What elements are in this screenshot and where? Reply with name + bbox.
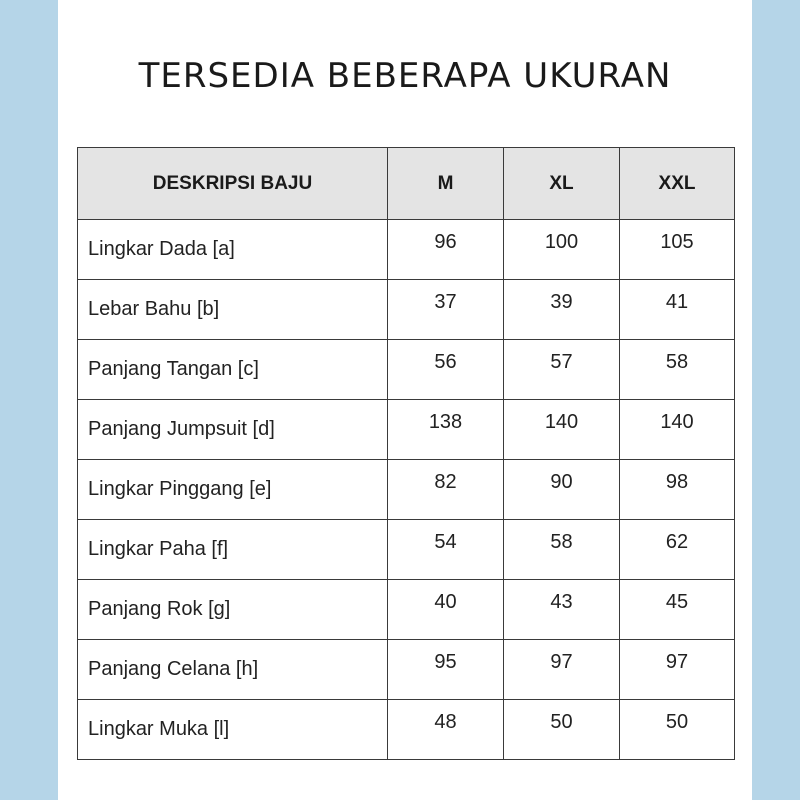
value-xxl: 50 <box>620 700 735 760</box>
table-header-row <box>78 148 735 220</box>
table-row <box>78 580 735 640</box>
value-xl: 39 <box>504 280 620 340</box>
value-m: 96 <box>388 220 504 280</box>
column-header-xl: XL <box>504 148 620 220</box>
column-header-xxl: XXL <box>620 148 735 220</box>
value-m: 138 <box>388 400 504 460</box>
table-row <box>78 460 735 520</box>
column-header-description: DESKRIPSI BAJU <box>78 148 388 220</box>
table-row <box>78 220 735 280</box>
table-row <box>78 520 735 580</box>
value-xl: 50 <box>504 700 620 760</box>
table-row <box>78 400 735 460</box>
page-title: TERSEDIA BEBERAPA UKURAN <box>138 56 672 96</box>
row-label: Lingkar Paha [f] <box>78 520 388 580</box>
value-xl: 97 <box>504 640 620 700</box>
value-m: 54 <box>388 520 504 580</box>
value-m: 37 <box>388 280 504 340</box>
value-m: 56 <box>388 340 504 400</box>
value-xxl: 105 <box>620 220 735 280</box>
value-xl: 100 <box>504 220 620 280</box>
row-label: Panjang Jumpsuit [d] <box>78 400 388 460</box>
value-xl: 90 <box>504 460 620 520</box>
value-xl: 140 <box>504 400 620 460</box>
value-xxl: 97 <box>620 640 735 700</box>
value-xxl: 45 <box>620 580 735 640</box>
row-label: Panjang Celana [h] <box>78 640 388 700</box>
value-m: 48 <box>388 700 504 760</box>
table-row <box>78 640 735 700</box>
value-xxl: 62 <box>620 520 735 580</box>
table-row <box>78 280 735 340</box>
value-xxl: 41 <box>620 280 735 340</box>
column-header-m: M <box>388 148 504 220</box>
value-xxl: 140 <box>620 400 735 460</box>
size-chart-table <box>77 147 735 760</box>
value-xl: 57 <box>504 340 620 400</box>
value-xl: 58 <box>504 520 620 580</box>
row-label: Lebar Bahu [b] <box>78 280 388 340</box>
row-label: Lingkar Muka [l] <box>78 700 388 760</box>
value-xl: 43 <box>504 580 620 640</box>
value-xxl: 98 <box>620 460 735 520</box>
value-m: 40 <box>388 580 504 640</box>
table-row <box>78 700 735 760</box>
value-m: 82 <box>388 460 504 520</box>
row-label: Lingkar Pinggang [e] <box>78 460 388 520</box>
table-row <box>78 340 735 400</box>
value-m: 95 <box>388 640 504 700</box>
row-label: Panjang Rok [g] <box>78 580 388 640</box>
row-label: Panjang Tangan [c] <box>78 340 388 400</box>
value-xxl: 58 <box>620 340 735 400</box>
row-label: Lingkar Dada [a] <box>78 220 388 280</box>
